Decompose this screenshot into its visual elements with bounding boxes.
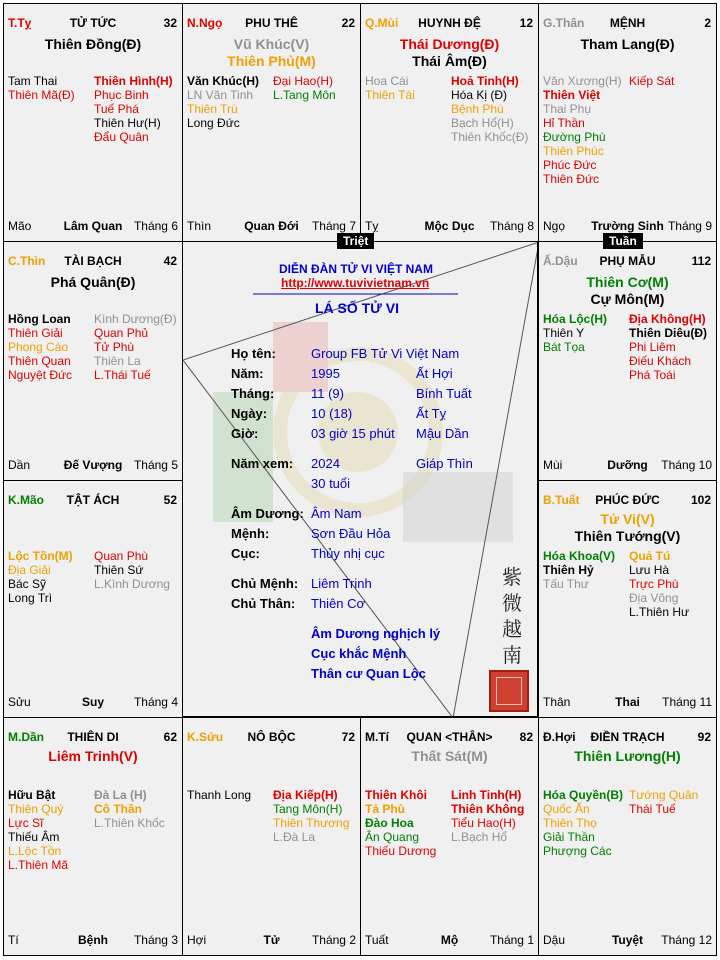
star: Điếu Khách — [629, 354, 692, 368]
star: Địa Kiếp(H) — [273, 788, 338, 802]
footer-stage: Mộc Dục — [424, 219, 475, 233]
branch-label: Ấ.Dậu — [543, 254, 578, 268]
label-menh: Mệnh: — [231, 526, 270, 541]
age-number: 102 — [690, 493, 711, 507]
seal-char: 南 — [502, 643, 522, 667]
star: Bác Sỹ — [8, 577, 47, 591]
value-thang: 11 (9) — [311, 386, 344, 401]
palace-thien-di — [3, 717, 183, 956]
house-name: MỆNH — [609, 16, 646, 30]
major-star: Tham Lang(Đ) — [580, 36, 675, 52]
cell-footer — [187, 219, 356, 233]
footer-month: Tháng 6 — [133, 219, 178, 233]
palace-tu-tuc — [3, 3, 183, 242]
star: Địa Giải — [8, 563, 51, 577]
star: Tang Môn(H) — [273, 802, 343, 816]
palace-tat-ach — [3, 480, 183, 718]
footer-stage: Trường Sinh — [591, 219, 664, 233]
age-number: 2 — [704, 16, 711, 30]
footer-branch: Mão — [8, 219, 32, 233]
forum-title: DIỄN ĐÀN TỬ VI VIỆT NAM — [279, 262, 433, 276]
branch-label: M.Dần — [8, 730, 44, 744]
triet-marker: Triệt — [337, 233, 374, 249]
star: Lực Sĩ — [8, 816, 44, 830]
label-gio: Giờ: — [231, 426, 259, 441]
star: Thiên Quý — [8, 802, 64, 816]
palace-dien-trach — [538, 717, 717, 956]
age-number: 22 — [341, 16, 355, 30]
age-number: 32 — [163, 16, 177, 30]
star: Tam Thai — [8, 74, 58, 88]
major-star: Liêm Trinh(V) — [48, 748, 138, 764]
star: Đà La (H) — [94, 788, 147, 802]
age-number: 112 — [691, 254, 711, 268]
value-ngay: 10 (18) — [311, 406, 353, 421]
minor-stars-right — [629, 788, 698, 816]
star: Thiên Hình(H) — [94, 74, 173, 88]
footer-branch: Tỵ — [365, 219, 379, 233]
red-seal-stamp — [489, 670, 529, 712]
major-star: Tử Vi(V) — [600, 511, 655, 527]
house-name: HUYNH ĐỆ — [418, 16, 481, 30]
label-cuc: Cục: — [231, 546, 260, 561]
seal-char: 微 — [502, 591, 522, 615]
star: Hoa Cái — [365, 74, 409, 88]
star: Thiên Quan — [8, 354, 71, 368]
major-star: Thiên Đồng(Đ) — [44, 36, 142, 52]
major-star: Cự Môn(M) — [590, 291, 665, 307]
footer-month: Tháng 8 — [489, 219, 534, 233]
label-am-duong: Âm Dương: — [231, 506, 304, 521]
star: Thiên Giải — [8, 326, 63, 340]
major-star: Thất Sát(M) — [411, 748, 488, 764]
star: Thiên Thọ — [543, 816, 597, 830]
minor-stars-right — [451, 788, 524, 844]
star: Hóa Quyền(B) — [543, 788, 624, 802]
branch-label: Đ.Hợi — [543, 730, 576, 744]
minor-stars-left — [365, 74, 415, 102]
major-star: Thiên Phủ(M) — [227, 53, 316, 69]
star: Thiên Khôi — [365, 788, 427, 802]
footer-stage: Quan Đới — [244, 219, 299, 233]
footer-month: Tháng 5 — [133, 458, 178, 472]
cell-footer — [543, 695, 712, 709]
footer-month: Tháng 9 — [667, 219, 712, 233]
star: Tiểu Hao(H) — [451, 816, 516, 830]
house-name: ĐIỀN TRẠCH — [590, 730, 665, 744]
star: Văn Xương(H) — [543, 74, 622, 88]
star: Quốc Ấn — [543, 802, 590, 816]
minor-stars-right — [94, 74, 173, 144]
footer-branch: Hợi — [187, 933, 207, 947]
star: Địa Không(H) — [629, 312, 706, 326]
label-nam-xem: Năm xem: — [231, 456, 294, 471]
label-chu-than: Chủ Thân: — [231, 596, 296, 611]
star: Quả Tú — [629, 549, 671, 563]
footer-stage: Mộ — [440, 933, 459, 947]
age-number: 52 — [163, 493, 177, 507]
minor-stars-right — [451, 74, 528, 144]
star: Đường Phù — [543, 130, 606, 144]
branch-label: C.Thìn — [8, 254, 46, 268]
value-ho-ten: Group FB Tử Vi Việt Nam — [311, 346, 460, 361]
branch-label: B.Tuất — [543, 493, 580, 507]
house-name: TẬT ÁCH — [66, 493, 120, 507]
value-am-duong: Âm Nam — [311, 506, 362, 521]
star: LN Văn Tinh — [187, 88, 254, 102]
minor-stars-right — [273, 788, 349, 844]
house-name: QUAN <THÂN> — [406, 730, 493, 744]
note-than: Thân cư Quan Lộc — [311, 666, 426, 681]
star: Địa Võng — [629, 591, 679, 605]
minor-stars-left — [187, 74, 259, 130]
center-info-panel — [182, 241, 538, 717]
value-chu-than: Thiên Cơ — [311, 596, 366, 611]
age-number: 12 — [519, 16, 533, 30]
star: Kình Dương(Đ) — [94, 312, 177, 326]
star: Thiên Sứ — [94, 563, 144, 577]
footer-month: Tháng 7 — [311, 219, 356, 233]
minor-stars-left — [8, 312, 72, 382]
star: Thiên Hư(H) — [94, 116, 161, 130]
minor-stars-left — [8, 788, 68, 872]
palace-quan-loc — [360, 717, 539, 956]
age-number: 62 — [163, 730, 177, 744]
branch-label: K.Sửu — [187, 730, 224, 744]
footer-branch: Ngọ — [543, 219, 566, 233]
star: L.Thái Tuế — [94, 368, 151, 382]
star: L.Đà La — [273, 830, 316, 844]
value-nam-can-chi: Ất Hợi — [416, 366, 453, 381]
star: Đại Hao(H) — [273, 74, 334, 88]
value-thang-can-chi: Bính Tuất — [416, 386, 472, 401]
value-nam-xem: 2024 — [311, 456, 340, 471]
star: Đào Hoa — [365, 816, 414, 830]
footer-branch: Dậu — [543, 933, 566, 947]
star: Phục Binh — [94, 88, 149, 102]
star: Phượng Các — [543, 844, 612, 858]
minor-stars-right — [629, 549, 689, 619]
branch-label: N.Ngọ — [187, 16, 223, 30]
star: Cô Thần — [94, 802, 142, 816]
branch-label: K.Mão — [8, 493, 44, 507]
footer-branch: Thân — [543, 695, 571, 709]
star: Thiên Tài — [365, 88, 415, 102]
house-name: THIÊN DI — [67, 730, 119, 744]
footer-month: Tháng 10 — [661, 458, 712, 472]
branch-label: T.Tỵ — [8, 16, 32, 30]
star: L.Tang Môn — [273, 88, 336, 102]
star: Thiếu Âm — [8, 830, 60, 844]
star: Quan Phủ — [94, 326, 149, 340]
star: Tử Phù — [94, 340, 135, 354]
value-menh: Sơn Đầu Hỏa — [311, 526, 391, 541]
chart-title: LÁ SỐ TỬ VI — [315, 300, 399, 316]
minor-stars-left — [543, 312, 607, 354]
footer-stage: Đế Vượng — [63, 458, 123, 472]
house-name: PHÚC ĐỨC — [595, 493, 660, 507]
footer-stage: Tuyệt — [611, 933, 644, 947]
palace-phuc-duc — [538, 480, 717, 718]
note-cuc: Cục khắc Mệnh — [311, 646, 407, 661]
star: Thiên La — [94, 354, 141, 368]
star: L.Lộc Tồn — [8, 844, 62, 858]
star: Long Trì — [8, 591, 53, 605]
value-cuc: Thủy nhị cục — [311, 546, 385, 561]
star: Long Đức — [187, 116, 240, 130]
minor-stars-left — [8, 74, 75, 102]
footer-stage: Dưỡng — [607, 458, 648, 472]
star: Hồng Loan — [8, 312, 71, 326]
major-star: Phá Quân(Đ) — [50, 274, 136, 290]
star: Hóa Khoa(V) — [543, 549, 615, 563]
value-gio: 03 giờ 15 phút — [311, 426, 395, 441]
footer-branch: Dần — [8, 458, 31, 472]
value-tuoi: 30 tuổi — [311, 476, 351, 491]
star: Phá Toái — [629, 368, 676, 382]
major-star: Thiên Lương(H) — [574, 748, 681, 764]
cell-footer — [365, 933, 534, 947]
star: Hữu Bật — [8, 788, 56, 802]
star: Hóa Kị (Đ) — [451, 88, 508, 102]
star: Phúc Đức — [543, 158, 597, 172]
house-name: TỬ TỨC — [69, 16, 117, 30]
star: L.Bạch Hổ — [451, 830, 508, 844]
footer-month: Tháng 3 — [133, 933, 178, 947]
palace-no-boc — [182, 717, 361, 956]
cell-footer — [8, 458, 178, 472]
star: Lộc Tồn(M) — [8, 549, 73, 563]
star: Thiên Hỷ — [543, 563, 594, 577]
star: Thiên Đức — [543, 172, 600, 186]
value-nam-xem-can-chi: Giáp Thìn — [416, 456, 473, 471]
star: Thiên Phúc — [543, 144, 604, 158]
value-nam: 1995 — [311, 366, 340, 381]
minor-stars-left — [8, 549, 73, 605]
palace-phu-the — [182, 3, 361, 242]
forum-url[interactable]: http://www.tuvivietnam.vn — [281, 276, 430, 290]
branch-label: G.Thân — [543, 16, 585, 30]
footer-month: Tháng 12 — [661, 933, 712, 947]
star: Linh Tinh(H) — [451, 788, 522, 802]
cell-footer — [543, 458, 712, 472]
footer-stage: Tử — [263, 933, 280, 947]
minor-stars-right — [94, 312, 177, 382]
footer-branch: Tí — [8, 933, 19, 947]
seal-char: 越 — [502, 617, 522, 641]
palace-tai-bach — [3, 241, 183, 481]
label-thang: Tháng: — [231, 386, 275, 401]
footer-month: Tháng 11 — [662, 695, 712, 709]
star: Bạch Hổ(H) — [451, 116, 514, 130]
star: Giải Thần — [543, 830, 595, 844]
seal-char: 紫 — [502, 565, 522, 589]
value-gio-can-chi: Mậu Dần — [416, 426, 469, 441]
footer-stage: Lâm Quan — [63, 219, 123, 233]
footer-branch: Tuất — [365, 933, 389, 947]
palace-phu-mau — [538, 241, 717, 481]
footer-month: Tháng 1 — [489, 933, 534, 947]
cell-footer — [8, 933, 178, 947]
star: Thiên Mã(Đ) — [8, 88, 75, 102]
star: Hóa Lộc(H) — [543, 312, 607, 326]
star: Tuế Phá — [94, 102, 139, 116]
minor-stars-left — [543, 788, 623, 858]
house-name: PHỤ MẪU — [599, 254, 656, 268]
star: Tả Phù — [365, 802, 406, 816]
major-star: Vũ Khúc(V) — [233, 36, 310, 52]
footer-month: Tháng 2 — [311, 933, 356, 947]
star: Thái Tuế — [629, 802, 676, 816]
star: L.Thiên Mã — [8, 858, 69, 872]
footer-branch: Mùi — [543, 458, 563, 472]
label-chu-menh: Chủ Mệnh: — [231, 576, 299, 591]
star: Văn Khúc(H) — [187, 74, 259, 88]
minor-stars-left — [187, 788, 251, 802]
major-star: Thái Dương(Đ) — [399, 36, 500, 52]
star: Quan Phù — [94, 549, 149, 563]
star: Thiếu Dương — [365, 844, 437, 858]
star: Bát Tọa — [543, 340, 585, 354]
cell-footer — [187, 933, 356, 947]
minor-stars-left — [365, 788, 436, 858]
footer-month: Tháng 4 — [133, 695, 178, 709]
star: L.Kình Dương — [94, 577, 170, 591]
label-ngay: Ngày: — [231, 406, 268, 421]
minor-stars-right — [273, 74, 336, 102]
star: Trực Phù — [629, 577, 679, 591]
minor-stars-right — [629, 74, 674, 88]
value-chu-menh: Liêm Trinh — [311, 576, 372, 591]
age-number: 92 — [697, 730, 711, 744]
star: Thiên Y — [543, 326, 585, 340]
star: Thiên Việt — [543, 88, 601, 102]
cell-footer — [8, 695, 178, 709]
minor-stars-right — [94, 549, 170, 591]
star: Nguyệt Đức — [8, 368, 73, 382]
value-ngay-can-chi: Ất Tỵ — [416, 406, 447, 421]
major-star: Thiên Tướng(V) — [574, 528, 681, 544]
star: Bệnh Phù — [451, 102, 504, 116]
seal-calligraphy — [499, 564, 525, 668]
star: Lưu Hà — [629, 563, 670, 577]
major-star: Thiên Cơ(M) — [586, 274, 669, 290]
footer-branch: Thìn — [187, 219, 212, 233]
star: Tướng Quân — [629, 788, 699, 802]
cell-footer — [543, 219, 712, 233]
house-name: NÔ BỘC — [247, 730, 296, 744]
branch-label: Q.Mùi — [365, 16, 399, 30]
palace-huynh-de — [360, 3, 539, 242]
star: Thai Phụ — [543, 102, 592, 116]
house-name: TÀI BẠCH — [64, 254, 122, 268]
star: L.Thiên Hư — [629, 605, 690, 619]
age-number: 42 — [163, 254, 177, 268]
star: Thiên Không — [451, 802, 525, 816]
label-ho-ten: Họ tên: — [231, 346, 276, 361]
minor-stars-left — [543, 74, 622, 186]
branch-label: M.Tí — [365, 730, 389, 744]
minor-stars-left — [543, 549, 615, 591]
tuan-marker: Tuần — [603, 233, 643, 249]
star: Hoả Tinh(H) — [451, 74, 519, 88]
star: Đẩu Quân — [94, 130, 149, 144]
footer-branch: Sửu — [8, 695, 31, 709]
minor-stars-right — [94, 788, 165, 830]
cell-footer — [365, 219, 534, 233]
palace-menh — [538, 3, 717, 242]
footer-stage: Suy — [81, 695, 104, 709]
footer-stage: Bệnh — [78, 933, 108, 947]
cell-footer — [543, 933, 712, 947]
age-number: 82 — [519, 730, 533, 744]
star: Thiên Thương — [273, 816, 350, 830]
major-star: Thái Âm(Đ) — [412, 53, 487, 69]
label-nam: Năm: — [231, 366, 264, 381]
footer-stage: Thai — [615, 695, 640, 709]
star: Ân Quang — [365, 830, 420, 844]
star: Hỉ Thần — [543, 116, 585, 130]
age-number: 72 — [341, 730, 355, 744]
star: Kiếp Sát — [629, 74, 675, 88]
minor-stars-right — [629, 312, 707, 382]
star: Phong Cáo — [8, 340, 69, 354]
star: L.Thiên Khốc — [94, 816, 165, 830]
house-name: PHU THÊ — [245, 16, 298, 30]
star: Thiên Trù — [187, 102, 238, 116]
note-am-duong: Âm Dương nghịch lý — [311, 626, 441, 641]
star: Phi Liêm — [629, 340, 676, 354]
star: Thiên Diêu(Đ) — [629, 326, 707, 340]
star: Tấu Thư — [543, 577, 589, 591]
star: Thanh Long — [187, 788, 252, 802]
cell-footer — [8, 219, 178, 233]
star: Thiên Khốc(Đ) — [451, 130, 529, 144]
